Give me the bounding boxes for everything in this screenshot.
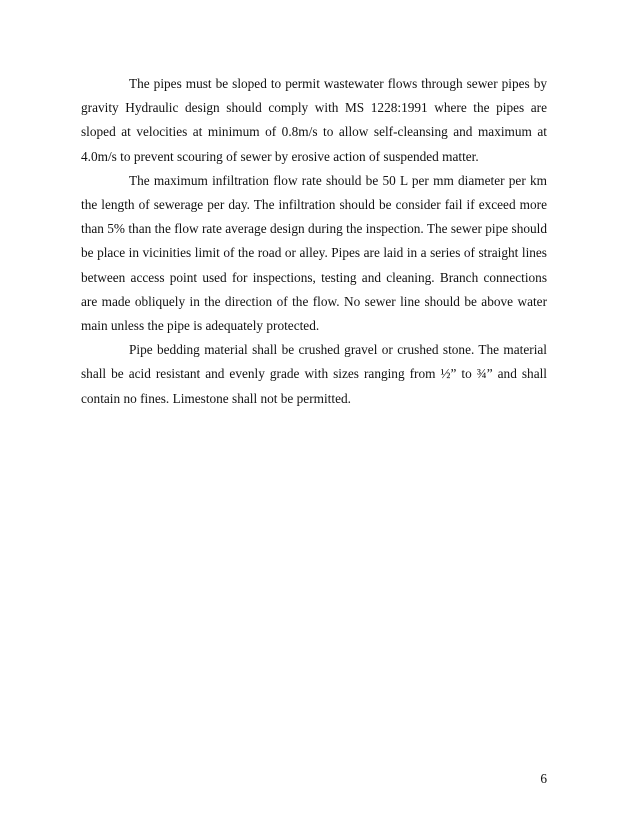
paragraph-pipe-bedding: Pipe bedding material shall be crushed gravel or crushed stone. The material shall be acid resistant and evenly grade with sizes ranging from ½” to ¾” and shall contain no fines. Limestone shall not be permitted. <box>81 342 547 406</box>
body-text <box>81 72 547 411</box>
paragraph-sewer-slope: The pipes must be sloped to permit wastewater flows through sewer pipes by gravity Hydraulic design should comply with MS 1228:1991 where the pipes are sloped at velocities at minimum of 0.8m/s to allow self-cleansing and maximum at 4.0m/s to prevent scouring of sewer by erosive action of suspended matter. <box>81 76 547 164</box>
page-number: 6 <box>540 771 547 786</box>
paragraph-infiltration: The maximum infiltration flow rate should be 50 L per mm diameter per km the length of sewerage per day. The infiltration should be consider fail if exceed more than 5% than the flow rate average design during the inspection. The sewer pipe should be place in vicinities limit of the road or alley. Pipes are laid in a series of straight lines between access point used for inspections, testing and cleaning. Branch connections are made obliquely in the direction of the flow. No sewer line should be above water main unless the pipe is adequately protected. <box>81 172 547 334</box>
